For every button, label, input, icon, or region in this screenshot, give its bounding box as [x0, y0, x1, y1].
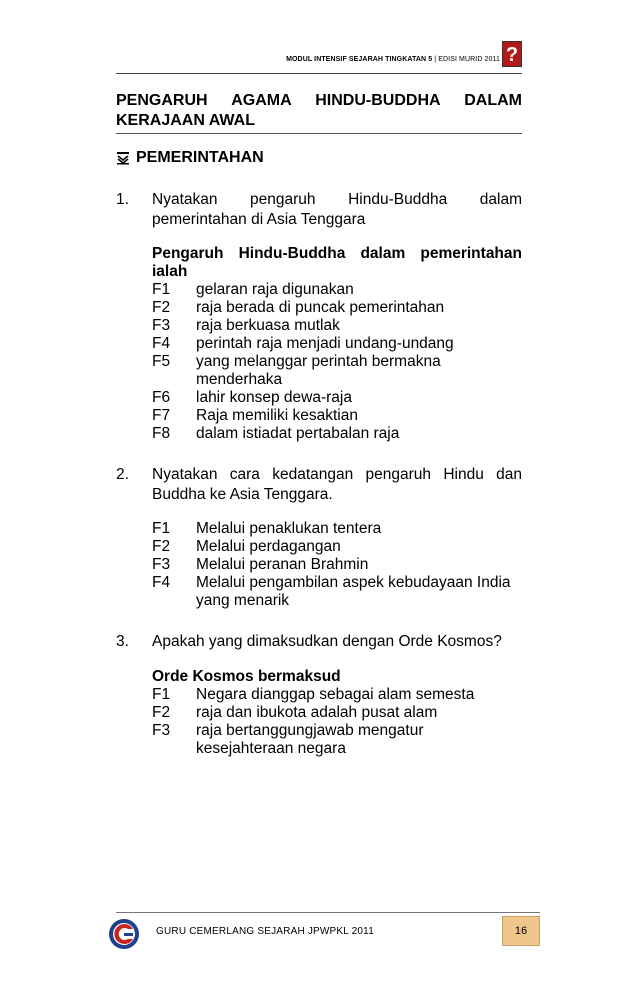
- answer-code: F8: [152, 425, 171, 442]
- answer-text: Melalui pengambilan aspek kebudayaan India yang menarik: [196, 574, 511, 609]
- answer-row: [152, 281, 522, 299]
- answer-text: Melalui perdagangan: [196, 538, 341, 555]
- footer-text: GURU CEMERLANG SEJARAH JPWPKL 2011: [156, 926, 374, 937]
- answer-code: F7: [152, 407, 171, 424]
- answer-text: yang melanggar perintah bermakna menderhaka: [196, 353, 441, 388]
- question-3: [116, 632, 522, 652]
- answer-text: lahir konsep dewa-raja: [196, 389, 352, 406]
- answer-row: [152, 722, 522, 758]
- answer-block-3: [152, 668, 522, 758]
- answer-row: [152, 704, 522, 722]
- answer-code: F1: [152, 520, 171, 537]
- title-word: PENGARUH: [116, 92, 208, 109]
- answer-row: [152, 520, 522, 538]
- answer-code: F4: [152, 574, 171, 591]
- answer-text: Melalui penaklukan tentera: [196, 520, 382, 537]
- answer-code: F3: [152, 556, 171, 573]
- answer-text: raja dan ibukota adalah pusat alam: [196, 704, 438, 721]
- page-title: [116, 91, 522, 134]
- answer-row: [152, 556, 522, 574]
- answer-code: F1: [152, 686, 171, 703]
- answer-text: perintah raja menjadi undang-undang: [196, 335, 454, 352]
- answer-row: [152, 389, 522, 407]
- answer-code: F3: [152, 722, 171, 739]
- question-number: 2.: [116, 466, 129, 483]
- answer-code: F2: [152, 704, 171, 721]
- answer-code: F6: [152, 389, 171, 406]
- title-word: AGAMA: [231, 92, 292, 109]
- answer-code: F1: [152, 281, 171, 298]
- answer-row: [152, 317, 522, 335]
- question-1: [116, 190, 522, 230]
- title-word: HINDU-BUDDHA: [315, 92, 441, 109]
- answer-block-1: [152, 245, 522, 443]
- section-label: PEMERINTAHAN: [136, 149, 264, 166]
- title-line-1: [116, 91, 522, 111]
- page-header: [116, 41, 522, 74]
- answer-text: dalam istiadat pertabalan raja: [196, 425, 400, 442]
- page-footer: [116, 912, 540, 947]
- answer-row: [152, 299, 522, 317]
- answer-row: [152, 538, 522, 556]
- answer-lead: Pengaruh Hindu-Buddha dalam pemerintahan ialah: [152, 245, 522, 280]
- guru-cemerlang-logo-icon: [108, 918, 140, 950]
- answer-text: gelaran raja digunakan: [196, 281, 354, 298]
- question-number: 3.: [116, 633, 129, 650]
- answer-code: F2: [152, 299, 171, 316]
- question-mark-icon: ?: [502, 41, 522, 67]
- answer-text: raja bertanggungjawab mengatur kesejahteraan negara: [196, 722, 424, 757]
- answer-row: [152, 407, 522, 425]
- question-text: Nyatakan pengaruh Hindu-Buddha dalam pemerintahan di Asia Tenggara: [152, 191, 522, 228]
- answer-text: Negara dianggap sebagai alam semesta: [196, 686, 475, 703]
- header-text: [286, 56, 500, 63]
- answer-row: [152, 335, 522, 353]
- question-2: [116, 465, 522, 505]
- answer-lead: Orde Kosmos bermaksud: [152, 668, 341, 685]
- question-number: 1.: [116, 191, 129, 208]
- answer-code: F4: [152, 335, 171, 352]
- answer-row: [152, 686, 522, 704]
- answer-code: F2: [152, 538, 171, 555]
- answer-row: [152, 574, 522, 610]
- question-text: Nyatakan cara kedatangan pengaruh Hindu dan Buddha ke Asia Tenggara.: [152, 466, 522, 503]
- answer-code: F5: [152, 353, 171, 370]
- answer-text: raja berada di puncak pemerintahan: [196, 299, 445, 316]
- title-line-2: KERAJAAN AWAL: [116, 112, 255, 129]
- answer-text: Melalui peranan Brahmin: [196, 556, 369, 573]
- title-word: DALAM: [464, 92, 522, 109]
- header-separator: |: [432, 56, 439, 63]
- module-title: MODUL INTENSIF SEJARAH TINGKATAN 5: [286, 56, 433, 63]
- section-heading: [116, 148, 264, 168]
- answer-code: F3: [152, 317, 171, 334]
- page-number: 16: [502, 916, 540, 946]
- section-symbol-icon: [116, 151, 130, 165]
- answer-row: [152, 353, 522, 389]
- question-text: Apakah yang dimaksudkan dengan Orde Kosmos?: [152, 633, 502, 650]
- answer-block-2: [152, 520, 522, 610]
- answer-row: [152, 425, 522, 443]
- answer-text: Raja memiliki kesaktian: [196, 407, 358, 424]
- answer-text: raja berkuasa mutlak: [196, 317, 340, 334]
- edition-label: EDISI MURID 2011: [438, 56, 500, 63]
